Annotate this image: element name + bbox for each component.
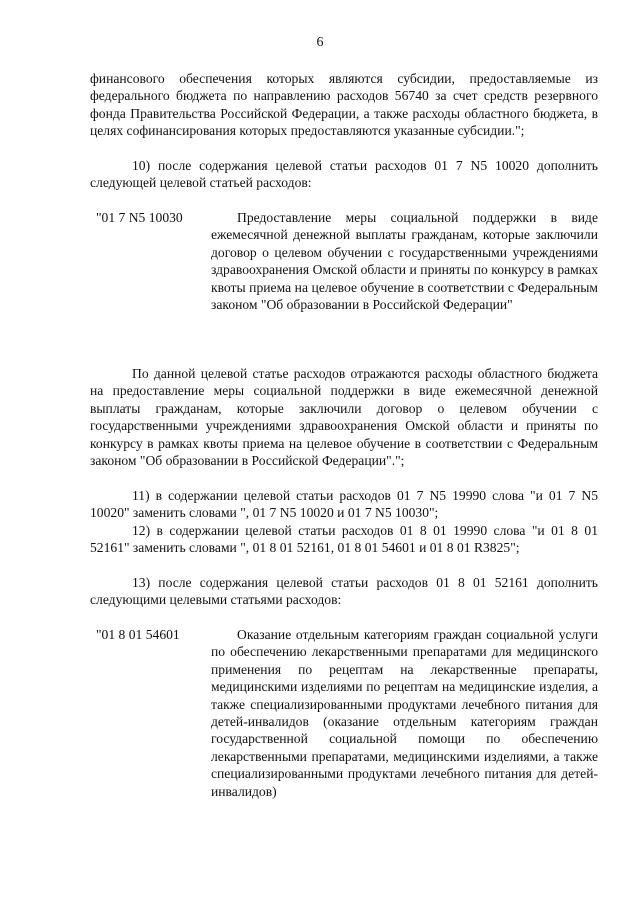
entry-code: "01 7 N5 10030: [96, 210, 183, 225]
paragraph-item-11: 11) в содержании целевой статьи расходов 01 7 N5 19990 слова "и 01 7 N5 10020" заменить словами ", 01 7 N5 10020 и 01 7 N5 10030";: [90, 488, 598, 521]
paragraph-item-12: 12) в содержании целевой статьи расходов 01 8 01 19990 слова "и 01 8 01 52161" заменить словами ", 01 8 01 52161, 01 8 01 54601 и 01 8 01 R3825";: [90, 523, 598, 556]
entry-code: "01 8 01 54601: [96, 627, 180, 642]
paragraph-item-13: 13) после содержания целевой статьи расходов 01 8 01 52161 дополнить следующими целевыми статьями расходов:: [90, 575, 598, 608]
entry-description: Оказание отдельным категориям граждан социальной услуги по обеспечению лекарственными препаратами для медицинского применения по рецептам на лекарственные препараты, медицинскими изделиями по рецептам на медицинские изделия, а также специализированными продуктами лечебного питания для детей-инвалидов (оказание отдельным категориям граждан государственной социальной помощи по обеспечению лекарственными препаратами, медицинскими изделиями, а также специализированными продуктами лечебного питания для детей-инвалидов): [211, 627, 598, 799]
paragraph-explanation: По данной целевой статье расходов отражаются расходы областного бюджета на предоставление меры социальной поддержки в виде ежемесячной денежной выплаты гражданам, которые заключили договор о целевом обучении с государственными учреждениями здравоохранения Омской области и приняты по конкурсу в рамках квоты приема на целевое обучение в соответствии с Федеральным законом "Об образовании в Российской Федерации".";: [90, 366, 598, 469]
page-number: 6: [316, 35, 324, 50]
entry-description: Предоставление меры социальной поддержки в виде ежемесячной денежной выплаты гражданам, которые заключили договор о целевом обучении с государственными учреждениями здравоохранения Омской области и приняты по конкурсу в рамках квоты приема на целевое обучение в соответствии с Федеральным законом "Об образовании в Российской Федерации": [211, 210, 598, 313]
paragraph-continuation: финансового обеспечения которых являются субсидии, предоставляемые из федерального бюджета по направлению расходов 56740 за счет средств резервного фонда Правительства Российской Федерации, а также расходы областного бюджета, в целях софинансирования которых предоставляются указанные субсидии.";: [90, 71, 598, 139]
paragraph-item-10: 10) после содержания целевой статьи расходов 01 7 N5 10020 дополнить следующей целевой статьей расходов:: [90, 158, 598, 191]
